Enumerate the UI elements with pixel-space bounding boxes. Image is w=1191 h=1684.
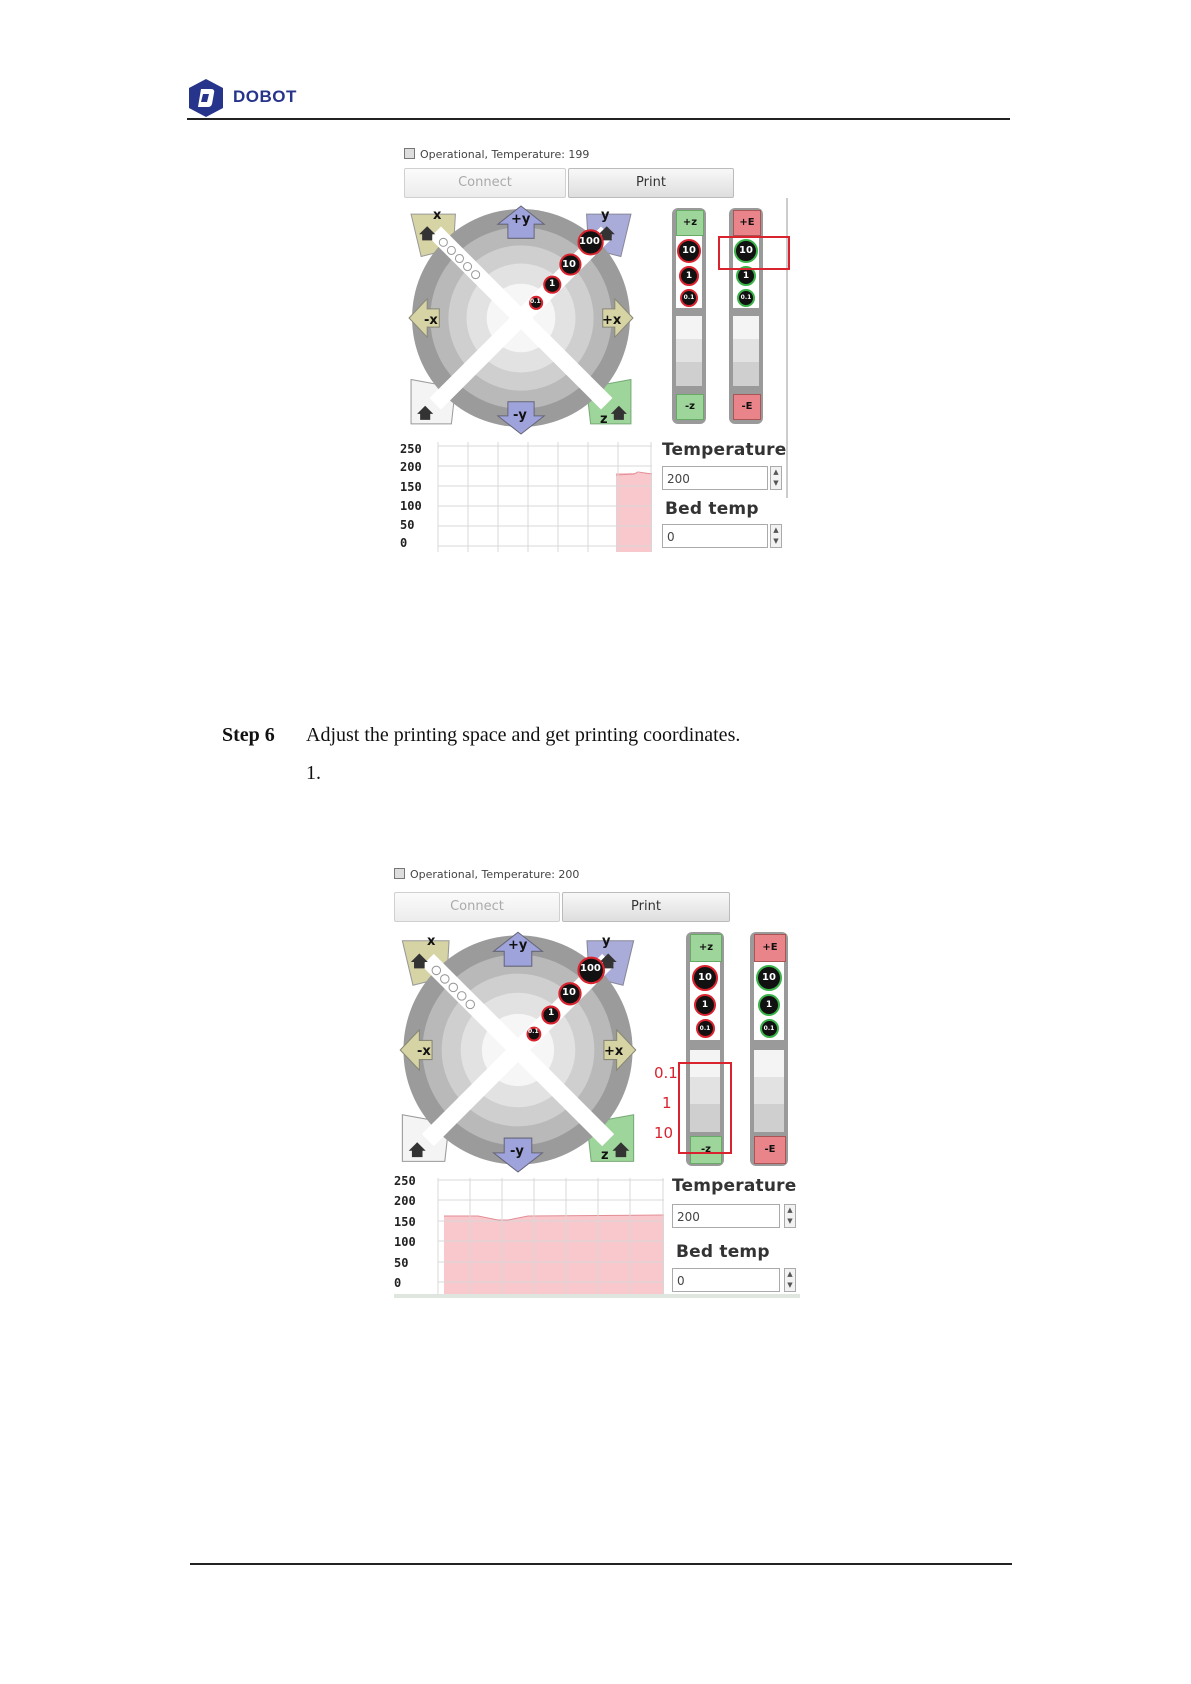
z-plus-button[interactable]: +z — [690, 934, 722, 962]
graph-tick-250: 250 — [400, 442, 422, 456]
bed-temp-field[interactable]: 0 — [662, 524, 768, 548]
graph-tick-50: 50 — [400, 518, 415, 532]
z-step-10[interactable]: 10 — [677, 239, 701, 263]
jog-step-100[interactable]: 100 — [580, 963, 601, 974]
e-step-1[interactable]: 1 — [736, 266, 756, 286]
dobot-logo-icon — [188, 78, 224, 118]
printer-control-screenshot-2 — [394, 868, 806, 1308]
e-plus-button[interactable]: +E — [754, 934, 786, 962]
status-icon — [394, 868, 405, 879]
temperature-field[interactable]: 200 — [662, 466, 768, 490]
e-down-steps[interactable] — [733, 316, 759, 386]
bed-temp-label: Bed temp — [665, 499, 759, 519]
plus-y-label[interactable]: +y — [508, 938, 528, 953]
print-button[interactable]: Print — [568, 168, 734, 198]
header-rule — [187, 118, 1010, 120]
e-step-10[interactable]: 10 — [734, 239, 758, 263]
status-bar: Operational, Temperature: 200 — [394, 868, 579, 881]
bed-temp-spinner[interactable]: ▲ ▼ — [770, 524, 782, 548]
bed-temp-spinner[interactable]: ▲ ▼ — [784, 1268, 796, 1292]
e-plus-button[interactable]: +E — [733, 210, 761, 236]
home-x-label[interactable]: x — [427, 934, 436, 949]
plus-x-label[interactable]: +x — [604, 1044, 624, 1059]
status-icon — [404, 148, 415, 159]
z-down-steps[interactable] — [676, 316, 702, 386]
z-down-steps-highlight — [678, 1062, 732, 1154]
temperature-field[interactable]: 200 — [672, 1204, 780, 1228]
jog-step-0-1[interactable]: 0.1 — [530, 298, 541, 305]
home-z-label[interactable]: z — [600, 412, 608, 427]
home-x-label[interactable]: x — [433, 208, 442, 223]
graph-tick-150: 150 — [394, 1215, 416, 1229]
footer-rule — [190, 1563, 1012, 1565]
jog-step-100[interactable]: 100 — [579, 236, 600, 247]
graph-tick-150: 150 — [400, 480, 422, 494]
e-step-0-1[interactable]: 0.1 — [760, 1019, 779, 1038]
home-z-label[interactable]: z — [601, 1148, 609, 1163]
e-step-10[interactable]: 10 — [756, 965, 782, 991]
graph-tick-100: 100 — [400, 499, 422, 513]
e-step-10-highlight — [718, 236, 790, 270]
connect-button[interactable]: Connect — [394, 892, 560, 922]
graph-tick-200: 200 — [400, 460, 422, 474]
z-step-0-1[interactable]: 0.1 — [680, 289, 698, 307]
graph-tick-50: 50 — [394, 1256, 409, 1270]
minus-x-label[interactable]: -x — [424, 313, 438, 328]
z-minus-button[interactable]: -z — [676, 394, 704, 420]
graph-tick-0: 0 — [400, 536, 408, 550]
minus-x-label[interactable]: -x — [417, 1044, 431, 1059]
temperature-spinner[interactable]: ▲ ▼ — [784, 1204, 796, 1228]
connect-button[interactable]: Connect — [404, 168, 566, 198]
graph-bottom-bar — [394, 1294, 800, 1298]
e-step-1[interactable]: 1 — [758, 994, 780, 1016]
z-steps — [690, 962, 720, 1040]
temperature-label: Temperature — [662, 440, 787, 460]
e-down-steps[interactable] — [754, 1050, 784, 1132]
z-steps — [676, 236, 702, 308]
printer-control-screenshot-1 — [400, 146, 790, 552]
bed-temp-field[interactable]: 0 — [672, 1268, 780, 1292]
graph-grid — [438, 442, 652, 552]
graph-tick-250: 250 — [394, 1174, 416, 1188]
home-y-label[interactable]: y — [602, 934, 611, 949]
graph-tick-0: 0 — [394, 1276, 402, 1290]
z-step-0-1[interactable]: 0.1 — [696, 1019, 715, 1038]
bed-temp-label: Bed temp — [676, 1242, 770, 1262]
e-jog-column — [750, 932, 788, 1166]
plus-x-label[interactable]: +x — [602, 313, 622, 328]
z-step-1[interactable]: 1 — [694, 994, 716, 1016]
jog-step-0-1[interactable]: 0.1 — [528, 1028, 539, 1035]
step-label: Step 6 — [222, 724, 275, 746]
e-step-0-1[interactable]: 0.1 — [737, 289, 755, 307]
annotation-10: 10 — [654, 1124, 674, 1142]
z-jog-column — [672, 208, 706, 424]
temperature-graph — [400, 442, 658, 552]
graph-tick-100: 100 — [394, 1235, 416, 1249]
minus-y-label[interactable]: -y — [513, 408, 527, 423]
minus-y-label[interactable]: -y — [510, 1144, 524, 1159]
graph-tick-200: 200 — [394, 1194, 416, 1208]
home-y-label[interactable]: y — [601, 208, 610, 223]
annotation-1: 1 — [662, 1094, 672, 1112]
z-plus-button[interactable]: +z — [676, 210, 704, 236]
temperature-spinner[interactable]: ▲ ▼ — [770, 466, 782, 490]
e-minus-button[interactable]: -E — [754, 1136, 786, 1164]
graph-grid — [438, 1178, 664, 1294]
status-bar: Operational, Temperature: 199 — [404, 148, 589, 161]
print-button[interactable]: Print — [562, 892, 730, 922]
jog-step-1[interactable]: 1 — [548, 1008, 555, 1018]
e-steps — [754, 962, 784, 1040]
e-minus-button[interactable]: -E — [733, 394, 761, 420]
sub-step-number: 1. — [306, 762, 321, 784]
jog-step-10[interactable]: 10 — [562, 259, 576, 270]
z-step-10[interactable]: 10 — [692, 965, 718, 991]
temperature-graph — [394, 1174, 670, 1298]
jog-step-1[interactable]: 1 — [549, 279, 556, 289]
plus-y-label[interactable]: +y — [511, 212, 531, 227]
annotation-0-1: 0.1 — [654, 1064, 678, 1082]
z-minus-button[interactable]: -z — [690, 1136, 722, 1164]
z-step-1[interactable]: 1 — [679, 266, 699, 286]
step-description: Adjust the printing space and get printing coordinates. — [306, 724, 741, 746]
temperature-label: Temperature — [672, 1176, 797, 1196]
brand-name: DOBOT — [233, 87, 297, 106]
jog-step-10[interactable]: 10 — [562, 987, 576, 998]
